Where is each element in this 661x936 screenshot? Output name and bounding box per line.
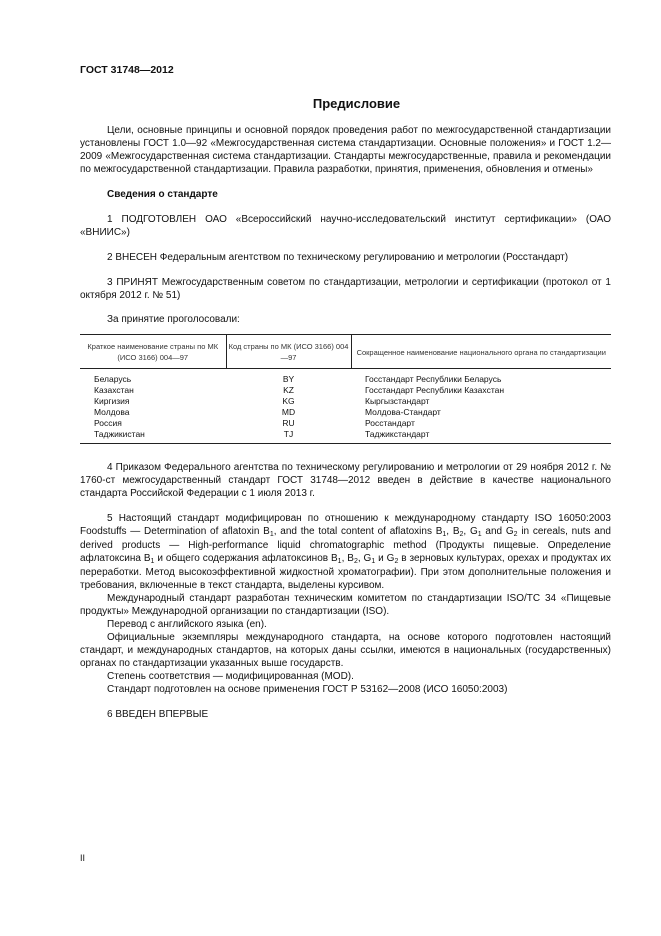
- page-number: II: [80, 853, 86, 863]
- code-cell: MD: [281, 407, 296, 417]
- country-cell: Молдова: [94, 407, 130, 417]
- item-5-copies-paragraph: Официальные экземпляры международного стандарта, на основе которого подготовлен настоящий стандарт, и международных стандартов, на которых даны ссылки, имеются в национальных (государственных) органах по стандартизации указанных выше государств.: [80, 632, 611, 669]
- code-cell: KZ: [283, 385, 294, 395]
- country-cell: Россия: [94, 418, 122, 428]
- table-row: [80, 396, 611, 407]
- page-title: Предисловие: [312, 96, 401, 111]
- table-header-row: [80, 335, 611, 369]
- country-cell: Казахстан: [94, 385, 134, 395]
- country-cell: Киргизия: [94, 396, 130, 406]
- body-cell: Госстандарт Республики Казахстан: [365, 385, 505, 395]
- item-1-paragraph: 1 ПОДГОТОВЛЕН ОАО «Всероссийский научно-исследовательский институт сертификации» (ОАО «ВНИИС»): [80, 214, 611, 238]
- table-header-code: Код страны по МК (ИСО 3166) 004—97: [226, 335, 351, 369]
- body-cell: Молдова-Стандарт: [365, 407, 441, 417]
- table-row: [80, 418, 611, 429]
- document-body: [80, 124, 611, 721]
- table-header-country: Краткое наименование страны по МК (ИСО 3166) 004—97: [80, 335, 226, 369]
- intro-paragraph: Цели, основные принципы и основной порядок проведения работ по межгосударственной стандартизации установлены ГОСТ 1.0—92 «Межгосударственная система стандартизации. Основные положения» и ГОСТ 1.2—2009 «Межгосударственная система стандартизации. Стандарты межгосударственные, правила и рекомендации по межгосударственной стандартизации. Правила разработки, принятия, применения, обновления и отмены»: [80, 125, 611, 175]
- table-row: [80, 385, 611, 396]
- item-2-paragraph: 2 ВНЕСЕН Федеральным агентством по техническому регулированию и метрологии (Росстандарт): [107, 252, 569, 263]
- item-6-paragraph: 6 ВВЕДЕН ВПЕРВЫЕ: [107, 709, 209, 720]
- body-cell: Госстандарт Республики Беларусь: [365, 374, 502, 384]
- item-3-paragraph: 3 ПРИНЯТ Межгосударственным советом по стандартизации, метрологии и сертификации (протокол от 1 октября 2012 г. № 51): [80, 277, 611, 301]
- table-row: [80, 407, 611, 418]
- body-cell: Таджикстандарт: [351, 429, 611, 444]
- document-code: ГОСТ 31748—2012: [80, 64, 174, 76]
- country-cell: Беларусь: [94, 374, 132, 384]
- table-header-body: Сокращенное наименование национального органа по стандартизации: [351, 335, 611, 369]
- item-5-basis-paragraph: Стандарт подготовлен на основе применения ГОСТ Р 53162—2008 (ИСО 16050:2003): [107, 684, 508, 695]
- code-cell: RU: [282, 418, 295, 428]
- item-5-translation-paragraph: Перевод с английского языка (en).: [107, 619, 267, 630]
- item-5-degree-paragraph: Степень соответствия — модифицированная (MOD).: [107, 671, 354, 682]
- code-cell: TJ: [226, 429, 351, 444]
- section-heading: Сведения о стандарте: [107, 189, 218, 200]
- body-cell: Росстандарт: [365, 418, 415, 428]
- item-5-tc-paragraph: Международный стандарт разработан техническим комитетом по стандартизации ISO/TC 34 «Пищевые продукты» Международной организации по стандартизации (ISO).: [80, 593, 611, 617]
- member-states-table: [80, 334, 611, 444]
- body-cell: Кыргызстандарт: [365, 396, 430, 406]
- item-5-paragraph: 5 Настоящий стандарт модифицирован по отношению к международному стандарту ISO 16050:2003 Foodstuffs — Determination of aflatoxin $B_1$, and the total content of aflatoxins $B_1$, $B_2$, $G_1$ and $G_2$ in cereals, nuts and derived products — High-performance liquid chromatographic method (Продукты пищевые. Определение афлатоксина $B_1$ и общего содержания афлатоксинов $B_1$, $B_2$, $G_1$ и $G_2$ в зерновых культурах, орехах и продуктах их переработки. Метод высокоэффективной жидкостной хроматографии). При этом дополнительные положения и требования, включенные в текст стандарта, выделены курсивом.: [80, 513, 612, 591]
- vote-label: За принятие проголосовали:: [107, 314, 240, 325]
- table-row: [80, 429, 611, 444]
- code-cell: KG: [282, 396, 295, 406]
- item-4-paragraph: 4 Приказом Федерального агентства по техническому регулированию и метрологии от 29 ноября 2012 г. № 1760-ст межгосударственный стандарт ГОСТ 31748—2012 введен в действие в качестве национального стандарта Российской Федерации с 1 июля 2013 г.: [80, 462, 611, 499]
- code-cell: BY: [282, 374, 295, 384]
- table-row: [80, 369, 611, 386]
- country-cell: Таджикистан: [80, 429, 226, 444]
